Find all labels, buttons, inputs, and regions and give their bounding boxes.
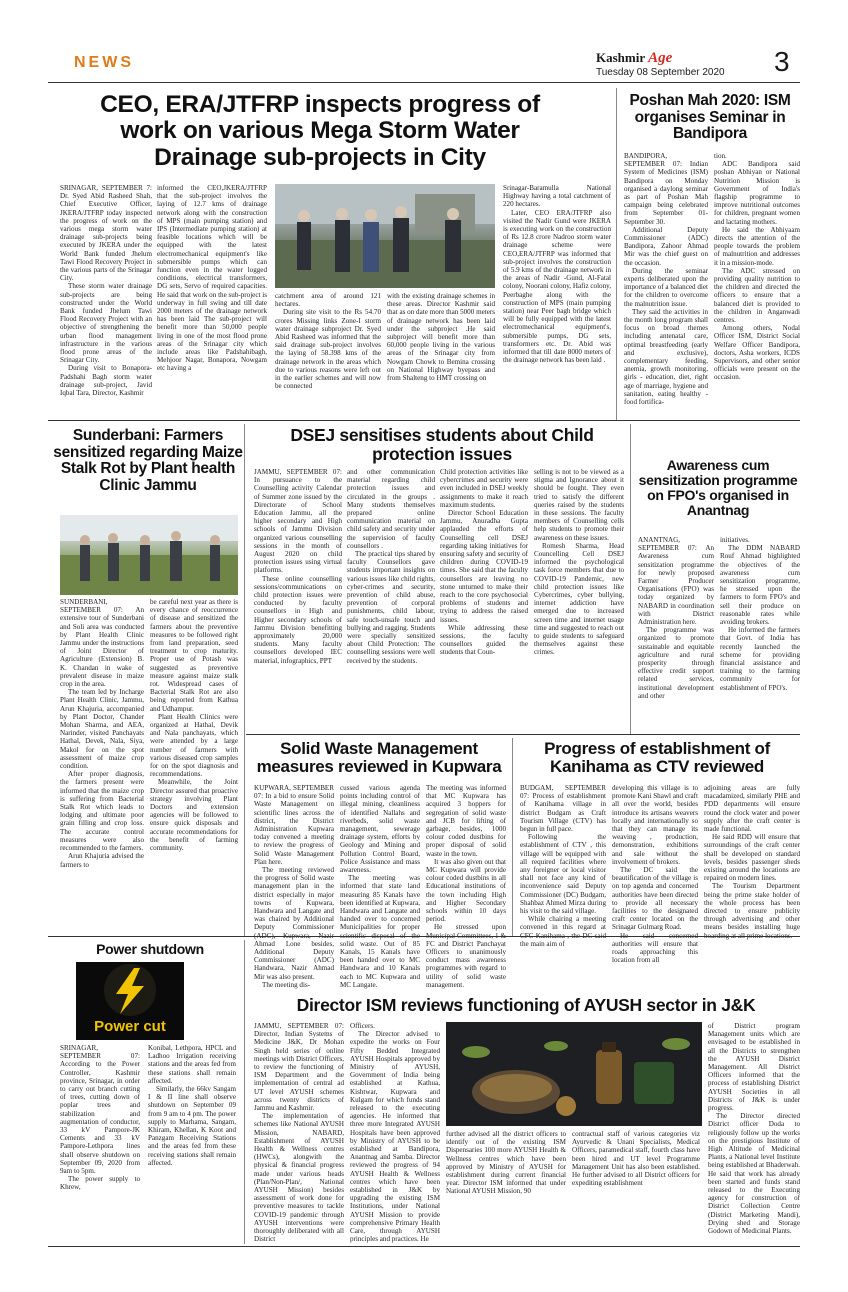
fpo-col-2: initiatives. The DDM NABARD Rouf Ahmad highlighted the objectives of the awareness cum sensitization programme, he stressed upon the farmers to form FPO's and sell their produce on reasonable rates while avoiding brokers. He informed the farmers that Govt. of India has recently launched the scheme for providing financial assistance and training to the farming community for establishment of FPO's. (720, 536, 800, 692)
power-cut-graphic (76, 962, 184, 1040)
column-divider (630, 424, 631, 734)
ayush-photo (446, 1022, 702, 1126)
masthead-logo (596, 50, 672, 67)
masthead-name-1: Kashmir (596, 50, 645, 65)
column-divider (244, 940, 245, 1244)
sunderbani-col-2: be careful next year as there is every chance of reoccurrence of disease and sensitized the farmers about the preventive measures to be followed right from land preparation, seed treatment to crop maturity. Proper use of Potash was suggested as preventive measure against maize stalk rot. Widespread cases of Bacterial Stalk Rot are also being reported from Kathua and Udhampur. Plant Health Clinics were organized at Hathal, Devik and Nala panchayats, which were attended by a large number of farmers with various diseased crop samples for on the spot diagnosis and recommendations. Meanwhile, the Joint Director assured that proactive strategy involving Plant Doctors and extension agencies will be followed to ensure quick disposals and accurate recommendations for the benefit of farming community. (150, 598, 238, 853)
dsej-col-2: and other communication material regarding child protection issues and circulated in the groups . Many students themselves prepared online communication material on child safety and security under the supervision of faculty counsellors . The practical tips shared by faculty Counsellors gave students important insights on various issues like child rights, cyber-crimes and security, prevention of child abuse, prevention of corporal punishments, child labour, safe touch-unsafe touch and bullying and ragging. Students were specially sensitized about Child Protection: The counselling sessions were well received by the students. (347, 468, 435, 665)
column-divider (616, 88, 617, 420)
era-col-1: SRINAGAR, SEPTEMBER 7: Dr. Syed Abid Rasheed Shah, Chief Executive Officer, JKERA/JTFRP today inspected the progress of work on the various mega storm water drainage sub-projects being executed by JKERA under the World Bank funded Jhelum Tawi Flood Recovery Project in the various parts of the Srinagar City. These storm water drainage sub-projects are being constructed under the World Bank funded Jhelum Tawi Flood Recovery Project with an objective of strengthening the urban flood management infrastructure in the various flood prone areas of the Srinagar City. During visit to Bonapora-Padshahi Bagh storm water drainage sub-project, Javid Iqbal Tara, Director, Kashmir (60, 184, 152, 398)
power-col-1: SRINAGAR, SEPTEMBER 07: According to the Power Controller, Kashmir province, Srinagar, in order to carry out branch cutting of trees, cutting down of poplar trees and stabilization and augmentation of conductor, 33 kV Pampore-JK Cements and 33 kV Pampore-Lethpora lines shall observe shutdown on September 09, 2020 from 9am to 5pm. The power supply to Khrew, (60, 1044, 140, 1192)
power-headline: Power shutdown (96, 941, 204, 957)
ayush-col-1: JAMMU, SEPTEMBER 07: Director, Indian Systems of Medicine J&K, Dr Mohan Singh held series of online meetings with District Officers, to review the functioning of ISM Department and the implementation of central ad UT level AYUSH schemes across twenty districts of Jammu and Kashmir. The implementation of schemes like National AYUSH Mission, NABARD, Establishment of AYUSH Health & Wellness centres (HWCs), alongwith the physical & financial progress made under various heads (Plan/Non-Plan/, National AYUSH Mission) besides assessment of work done for preventive measures to tackle COVID-19 pandemic through AYUSH interventions were thoroughly deliberated with all District (254, 1022, 344, 1244)
kanihama-headline: Progress of establishment of Kanihama as CTV reviewed (544, 739, 770, 777)
power-col-2: Konibal, Lethpora, HPCL and Ladhoo Irrigation receiving stations and the areas fed from these stations shall remain affected. Similarly, the 66kv Sangam I & II line shall observe shutdown on September 09 from 9 am to 4 pm. The power supply to Marhama, Sangam, Khiram, Khellan, K Koot and Panzgam Receiving Stations and the areas fed from these receiving stations shall remain affected. (148, 1044, 236, 1167)
kanihama-col-3: adjoining areas are fully macadamized, similarly PHE and PDD departments will ensure round the clock water and power supply after the craft center is made functional. He said RDD will ensure that surroundings of the craft center shall be developed on standard levels, besides passenger sheds existing around the locations are repaired on modern lines. The Tourism Department being the prime stake holder of the whole process has been directed to ensure publicity through advertising and other means besides installing huge (704, 784, 800, 932)
page-number: 3 (774, 46, 790, 77)
column-divider (244, 424, 245, 936)
ayush-col-4: contractual staff of various categories viz Ayurvedic & Unani Specialists, Medical Officers, paramedical staff, fourth class have been hired and UT level Programme Management Unit has also been established. He further advised to all District officers for expediting establishment (572, 1130, 700, 1188)
sunderbani-photo (60, 515, 238, 595)
poshan-headline: Poshan Mah 2020: ISM organises Seminar in Bandipora (629, 92, 791, 143)
issue-date: Tuesday 08 September 2020 (596, 67, 725, 78)
header-divider (48, 82, 800, 83)
poshan-col-2: tion. ADC Bandipora said poshan Abhiyan or National Nutrition Mission is Government of India's flagship programme to improve nutritional outcomes for children, pregnant women and lactating mothers. He said the Abhiyaam directs the attention of the people towards the problem of malnutrition and addresses it in a mission-mode. The ADC stressed on providing quality nutrition to the children and directed the officers to ensure that a balanced diet is provided to the children in Anganwadi centres. Among others, Nodal Officer ISM, District Social Welfare Officer Bandipora, doctors, Asha workers, ICDS Supervisors, and other senior officials were present on the occasion. (714, 152, 800, 382)
fpo-headline: Awareness cum sensitization programme on FPO's organised in Anantnag (638, 457, 798, 519)
dsej-headline: DSEJ sensitises students about Child protection issues (290, 425, 594, 464)
footer-divider (48, 1246, 800, 1247)
section-divider (48, 420, 800, 421)
dsej-col-3: Child protection activities like cybercrimes and security were even included in DSEJ weekly assignments to make it reach maximum students. Director School Education Jammu, Anuradha Gupta applauded the efforts of Counselling cell DSEJ regarding taking initiatives for ensuring safety and security of children during COVID-19 times. She said that the faculty counsellors are leaving no stone unturned to make their reach to the core psychosocial problems of students and trying to address the raised issues. While addressing these sessions, the faculty counsellors guided the students that Coun- (440, 468, 528, 657)
era-col-5: Srinagar-Baramulla National Highway having a total catchment of 220 hectares. Later, CEO ERA/JTFRP also visited the Nadir Gund were JKERA is executing work on the construction of Rs 12.8 crore Nadroo storm water drainage scheme were CEO,ERA/JTFRP was informed that sub-project involves the construction of 5.9 kms of the drainage network in the areas of Nadir -Gund, Al-Fatal colony, Noorani colony, Hafiz colony, Peerbaghe along with the construction of MPS (main pumping station) near Peer bagh bridge which will be fully equipped with the latest electromechanical equipment's, submersible pumps, DG sets, transformers etc. Dr. Abid was informed that till date 8000 meters of the drainage network has been laid . (503, 184, 611, 365)
power-cut-caption: Power cut (94, 1018, 166, 1035)
kanihama-col-2: developing this village is to promote Kani Shawl and craft all over the world, besides introduce its artisans weavers locally and internationally so that they can manage its weaving , production, demonstration, exhibitions and sale without the involvement of brokers. The DC said the beautification of the village is on top agenda and concerned authorities have been directed to provide all necessary facilities to the designated craft center located on the Srinagar Gulmarg Road. authorities will ensure that roads approaching this location from all (612, 784, 698, 965)
era-col-3: catchment area of around 121 hectares. During site visit to the Rs 54.70 crores Missing links Zone-I storm water drainage subproject Dr. Syed Abid Rasheed was informed that the said drainage sub-project involves the laying of 58.398 kms of the drainage network in the areas which due to various reasons were left out in the earlier schemes and will now be connected (275, 292, 381, 391)
dsej-col-4: selling is not to be viewed as a stigma and Ignorance about it should be fought. They even tried to satisfy the different queries raised by the students in these sessions. The faculty members of Counselling cells help students to promote their awareness on these issues. Romesh Sharma, Head Councelling Cell DSEJ informed the psychological task force members that due to COVID-19 Pandemic, new child protection issues like Cybercrimes, cyber bullying, internet addiction have emerged due to increased screen time and internet usage time and suggested to reach out to guide students to safeguard themselves against these crimes. (534, 468, 624, 657)
ayush-col-3: further advised all the district officers to identify out of the existing ISM Dispensaries 100 more AYUSH Health & Wellness centres which have been approved by Ministry of AYUSH for establishment during current financial year. Director ISM informed that under National AYUSH Mission, 90 (446, 1130, 566, 1196)
column-divider (512, 738, 513, 936)
section-divider (48, 936, 800, 937)
kupwara-headline: Solid Waste Management measures reviewed in Kupwara (256, 739, 502, 777)
ayush-col-5: of District program Management units which are envisaged to be established in all the Districts to strengthen the AYUSH District Management. All District Officers informed that the process of establishing District AYUSH Societies in all Districts of J&K is under progress. The Director directed District officer Doda to religiously follow up the works on the prestigious Institute of High Altitude of Medicinal Plants, a National level Institute being established at Bhaderwah. He said that work has already been started and funds stand released to the Executing agency for construction of District Collection Centre (District Marketing Mandi), Drying shed and Storage Godown of Medicinal Plants. (708, 1022, 800, 1236)
officials-inspecting-image (275, 184, 495, 288)
era-photo (275, 184, 495, 288)
section-divider (246, 734, 800, 735)
kupwara-col-2: cussed various agenda points including control of illegal mining, cleanliness of identified Nallahs and riverbeds, solid waste management, sewerage drainage system, efforts by Geology and Mining and Pollution Control Board, Police Assistance and mass awareness. The meeting was informed that state land measuring 85 Kanals have been identified at Kupwara, Handwara and Langate and handed over to concerned Municipalities for proper solid waste. Out of 85 Kanals, 15 Kanals have been handed over to MC Handwara and 10 Kanals each to MC Kupwara and MC Langate. (340, 784, 420, 989)
poshan-col-1: BANDIPORA, SEPTEMBER 07: Indian System of Medicines (ISM) Bandipora on Monday organised a daylong seminar as part of Poshan Mah campaign being celebrated from September 01-September 30. Additional Deputy Commissioner (ADC) Bandipora, Zahoor Ahmad Mir was the chief guest on the occasion. During the seminar experts deliberated upon the importance of a balanced diet for the children to overcome the malnutrition issue. They said the activities in the month long program shall focus on broad themes including antenatal care, optimal breastfeeding (early and exclusive), complementary feeding, anemia, growth monitoring, girls - education, diet, right age of marriage, hygiene and sanitation, eating healthy - food fortifica- (624, 152, 708, 407)
kanihama-col-1: BUDGAM, SEPTEMBER 07: Process of establishment of Kanihama village in district Budgam as Craft Tourism Village (CTV) has begun in full pace. Following the establishment of CTV , this village will be equipped with all required facilities where any foreigner or local visitor shall not face any kind of inconvenience said Deputy Commissioner (DC) Budgam, Shahbaz Ahmed Mirza during his visit to the said village. While chairing a meeting convened in this regard at the main aim of (520, 784, 606, 948)
era-headline: CEO, ERA/JTFRP inspects progress of work on various Mega Storm Water Drainage sub-projects in City (100, 91, 540, 171)
sunderbani-headline: Sunderbani: Farmers sensitized regarding Maize Stalk Rot by Plant health Clinic Jammu (53, 427, 243, 495)
era-col-4: with the existing drainage schemes in these areas. Director Kashmir said that as on date more than 5000 meters of drainage network has been laid under the subproject .He said subproject will benefit more than 60,000 people living in the various areas of the Srinagar city from Nowgam Chowk to Bemina crossing on National Highway byepass and from Shalteng to HMT crossing on (387, 292, 495, 383)
sunderbani-col-1: SUNDERBANI, SEPTEMBER 07: An extensive tour of Sunderbani and Soli area was conducted by Plant Health Clinic Jammu under the instructions of Joint Director of Agriculture (Extension) B. K. Chandan in wake of prevalent disease in maize crop in the area. The team led by Incharge Plant Health Clinic, Jammu, Arun Khajuria, accompanied by Plant Doctor, Chander Mohan Sharma, and AEA, Narinder, visited Panchayats Hathal, Devek, Nala, Siya, Makol for on the spot assessment of maize crop condition. After proper diagnosis, the farmers present were informed that the maize crop is suffering from Bacterial Stalk Rot which leads to lodging and ultimate poor grain filling and crop loss. The accurate control measures were also recommended to the farmers. Arun Khajuria advised the farmers to (60, 598, 144, 869)
ayush-col-2: Officers. The Director advised to expedite the works on Four Fifty Bedded Integrated AYUSH Hospitals approved by Ministry of AYUSH, Government of India being established at Kathua, Kishtwar, Kupwara and Kulgam for which funds stand released to the executing agencies. He informed that three more Integrated AYUSH Hospitals have been approved by Ministry of AYUSH to be established at Bandipora, Anantnag and Samba. Director reviewed the progress of 94 AYUSH Health & Wellness centres which have been established in J&K by upgrading the existing ISM Institutions, under National AYUSH Mission to provide comprehensive Primary Health Care, through AYUSH principles and practices. He (350, 1022, 440, 1244)
fpo-col-1: ANANTNAG, SEPTEMBER 07: An Awareness cum sensitization programme for newly proposed Farmer Producer Organisations (FPO) was today organized by NABARD in coordination with District Administration here. The programme was organized to promote sustainable and equitable agriculture and rural prosperity through effective credit support related services, institutional development and other (638, 536, 714, 700)
dsej-col-1: JAMMU, SEPTEMBER 07: In pursuance to the Counselling activity Calendar of Summer zone issued by the Directorate of School Education Jammu, all the higher secondary and High schools of Jammu Division organized various counselling sessions in the month of August 2020 on child protection issues using virtual platforms. These online counselling sessions/communications on child protection issues were conducted by faculty counsellors in High and Higher secondary schools of Jammu Division benefitting approximately 20,000 students. Many faculty counsellors developed IEC material, infographics, PPT (254, 468, 342, 665)
ayush-headline: Director ISM reviews functioning of AYUSH sector in J&K (296, 995, 756, 1015)
section-label: NEWS (74, 54, 134, 71)
kupwara-col-1: KUPWARA, SEPTEMBER 07: In a bid to ensure Solid Waste Management on scientific lines across the district, the District Administration Kupwara today convened a meeting to review the progress of Solid Waste Management Plan here. The meeting reviewed the progress of Solid waste management plan in the district especially in major towns of Kupwara, Handwara and Langate and was chaired by Additional Deputy Commissioner Ahmad Lone besides, Additional Deputy Commissioner (ADC) Handwara, Nazir Ahmad Mir was also present. The meeting dis- (254, 784, 334, 989)
farmers-field-image (60, 515, 238, 595)
kupwara-col-3: The meeting was informed that MC Kupwara has acquired 3 hoppers for segregation of solid waste and JCB for lifting of garbage, besides, 1000 colour coded dustbins for proper disposal of solid waste in the town. It was also given out that MC Kupwara will provide colour coded dustbins in all Educational institutions of the town including High and Higher Secondary schools within 10 days period. He stressed upon FC and District Panchayat Officers to unanimously conduct mass awareness programmes with regard to utility of solid waste management. (426, 784, 506, 989)
masthead-name-2: Age (648, 50, 673, 66)
herbal-medicine-image (446, 1022, 702, 1126)
era-col-2: informed the CEO,JKERA/JTFRP that the sub-project involves the laying of 12.7 kms of drainage network along with the construction of MPS (main pumping station) and IPS (Intermediate pumping station) at feasible locations which will be equipped with the latest electromechanical equipment's like submersible pumps which can function even in the water logged conditions, electrical transformers, DG sets, Servo of required capacities. He said that work on the sub-project is underway in full swing and till date 2000 meters of the drainage network has been laid The sub-project will benefit more than 50,000 people living in one of the most flood prone areas of the Srinagar city which include areas like Padshahibagh, Mehjoor Nagar, Bonapora, Nowgam etc having a (157, 184, 267, 373)
